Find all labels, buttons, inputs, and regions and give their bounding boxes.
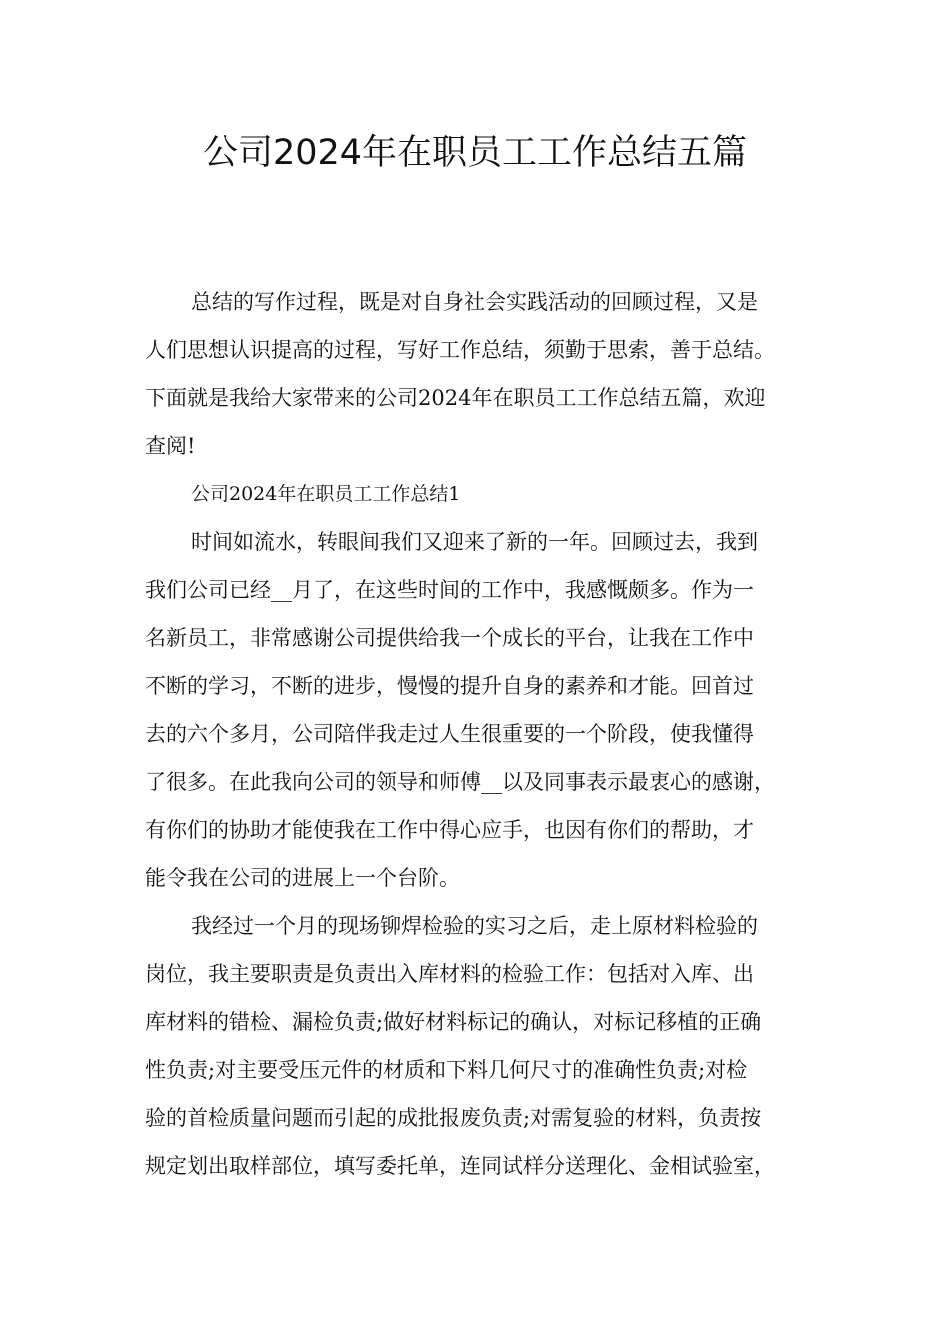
text-line: 能令我在公司的进展上一个台阶。	[145, 866, 460, 890]
text-line: 总结的写作过程，既是对自身社会实践活动的回顾过程，又是	[191, 290, 758, 314]
text-line: 名新员工，非常感谢公司提供给我一个成长的平台，让我在工作中	[145, 626, 754, 650]
document-body	[145, 278, 835, 1190]
text-line: 库材料的错检、漏检负责;做好材料标记的确认，对标记移植的正确	[145, 1010, 762, 1034]
section-heading: 公司2024年在职员工工作总结1	[191, 483, 461, 505]
text-line: 有你们的协助才能使我在工作中得心应手，也因有你们的帮助，才	[145, 818, 754, 842]
text-line: 我经过一个月的现场铆焊检验的实习之后，走上原材料检验的	[191, 914, 758, 938]
text-line: 岗位，我主要职责是负责出入库材料的检验工作：包括对入库、出	[145, 962, 754, 986]
text-line: 不断的学习，不断的进步，慢慢的提升自身的素养和才能。回首过	[145, 674, 754, 698]
text-line: 下面就是我给大家带来的公司2024年在职员工工作总结五篇，欢迎	[145, 386, 766, 410]
text-line: 时间如流水，转眼间我们又迎来了新的一年。回顾过去，我到	[191, 530, 758, 554]
text-line: 性负责;对主要受压元件的材质和下料几何尺寸的准确性负责;对检	[145, 1058, 748, 1082]
text-line: 验的首检质量问题而引起的成批报废负责;对需复验的材料，负责按	[145, 1106, 762, 1130]
document-title: 公司2024年在职员工工作总结五篇	[202, 133, 748, 173]
text-line: 我们公司已经__月了，在这些时间的工作中，我感慨颇多。作为一	[145, 578, 754, 602]
text-line: 人们思想认识提高的过程，写好工作总结，须勤于思索，善于总结。	[145, 338, 775, 362]
text-line: 规定划出取样部位，填写委托单，连同试样分送理化、金相试验室，	[145, 1154, 775, 1178]
text-line: 了很多。在此我向公司的领导和师傅__以及同事表示最衷心的感谢，	[145, 770, 775, 794]
text-line: 去的六个多月，公司陪伴我走过人生很重要的一个阶段，使我懂得	[145, 722, 754, 746]
text-line: 查阅!	[145, 434, 196, 458]
